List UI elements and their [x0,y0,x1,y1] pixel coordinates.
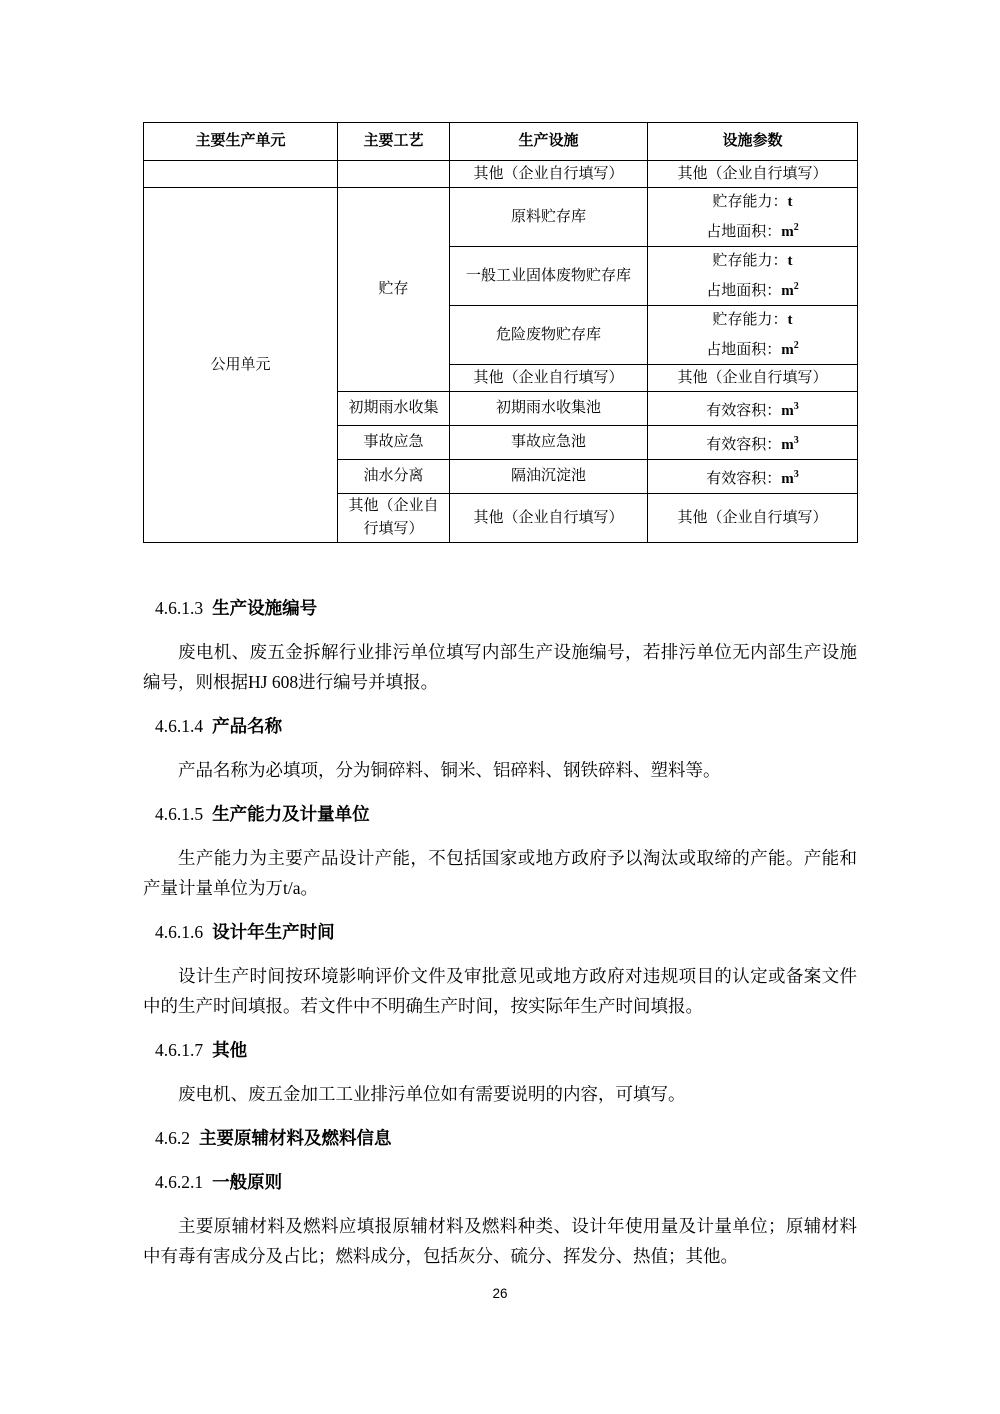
table-cell-empty [144,161,338,188]
section-heading-4-6-2-1 [143,1167,857,1197]
paragraph: 生产能力为主要产品设计产能，不包括国家或地方政府予以淘汰或取缔的产能。产能和产量计量单位为万t/a。 [143,848,857,898]
section-number: 4.6.1.6 [155,922,204,942]
paragraph: 产品名称为必填项，分为铜碎料、铜米、铝碎料、钢铁碎料、塑料等。 [178,760,721,780]
table-cell-empty [338,161,450,188]
section-number: 4.6.1.5 [155,804,204,824]
section-title: 其他 [212,1040,248,1060]
section-number: 4.6.1.3 [155,598,204,618]
section-heading-4-6-2 [143,1123,857,1153]
table-cell-other-param: 其他（企业自行填写） [648,161,858,188]
table-cell-storage-process: 贮存 [338,188,450,392]
paragraph: 设计生产时间按环境影响评价文件及审批意见或地方政府对违规项目的认定或备案文件中的生产时间填报。若文件中不明确生产时间，按实际年生产时间填报。 [143,966,857,1016]
table-cell-rainwater-facility: 初期雨水收集池 [450,392,648,426]
paragraph: 废电机、废五金拆解行业排污单位填写内部生产设施编号，若排污单位无内部生产设施编号，则根据HJ 608进行编号并填报。 [143,642,857,692]
table-cell-volume-param: 有效容积：$m^3$ [648,426,858,460]
table-cell-other-param: 其他（企业自行填写） [648,365,858,392]
paragraph: 主要原辅材料及燃料应填报原辅材料及燃料种类、设计年使用量及计量单位；原辅材料中有毒有害成分及占比；燃料成分，包括灰分、硫分、挥发分、热值；其他。 [143,1216,857,1266]
section-title: 一般原则 [212,1172,283,1192]
section-heading-4-6-1-6 [143,917,857,947]
section-heading-4-6-1-7 [143,1035,857,1065]
section-title: 生产能力及计量单位 [212,804,370,824]
table-cell-storage-params: 贮存能力：t 占地面积：$m^2$ [648,306,858,365]
table-row [144,188,858,247]
table-cell-other-facility: 其他（企业自行填写） [450,494,648,543]
table-cell-other-facility: 其他（企业自行填写） [450,365,648,392]
table-cell-raw-material-storage: 原料贮存库 [450,188,648,247]
section-title: 设计年生产时间 [212,922,335,942]
table-cell-other-process: 其他（企业自行填写） [338,494,450,543]
table-cell-volume-param: 有效容积：$m^3$ [648,460,858,494]
header-facility-parameters: 设施参数 [648,123,858,161]
production-facility-table [143,122,858,543]
table-cell-hazardous-waste-storage: 危险废物贮存库 [450,306,648,365]
section-number: 4.6.2 [155,1128,190,1148]
section-number: 4.6.1.7 [155,1040,204,1060]
header-main-process: 主要工艺 [338,123,450,161]
section-heading-4-6-1-3 [143,593,857,623]
table-cell-other-param: 其他（企业自行填写） [648,494,858,543]
section-number: 4.6.1.4 [155,716,204,736]
section-heading-4-6-1-5 [143,799,857,829]
table-cell-oil-water-facility: 隔油沉淀池 [450,460,648,494]
paragraph: 废电机、废五金加工工业排污单位如有需要说明的内容，可填写。 [178,1084,686,1104]
section-title: 生产设施编号 [212,598,318,618]
section-title: 产品名称 [212,716,283,736]
table-row [144,161,858,188]
table-cell-storage-params: 贮存能力：t 占地面积：$m^2$ [648,188,858,247]
page-number: 26 [492,1286,508,1301]
table-header-row [144,123,858,161]
header-main-production-unit: 主要生产单元 [144,123,338,161]
section-heading-4-6-1-4 [143,711,857,741]
header-production-facility: 生产设施 [450,123,648,161]
table-cell-accident-process: 事故应急 [338,426,450,460]
table-cell-other-facility: 其他（企业自行填写） [450,161,648,188]
table-cell-general-solid-waste-storage: 一般工业固体废物贮存库 [450,247,648,306]
section-number: 4.6.2.1 [155,1172,204,1192]
table-cell-volume-param: 有效容积：$m^3$ [648,392,858,426]
section-title: 主要原辅材料及燃料信息 [199,1128,392,1148]
table-cell-storage-params: 贮存能力：t 占地面积：$m^2$ [648,247,858,306]
table-cell-accident-facility: 事故应急池 [450,426,648,460]
table-cell-public-unit: 公用单元 [144,188,338,543]
table-cell-oil-water-process: 油水分离 [338,460,450,494]
table-cell-rainwater-process: 初期雨水收集 [338,392,450,426]
